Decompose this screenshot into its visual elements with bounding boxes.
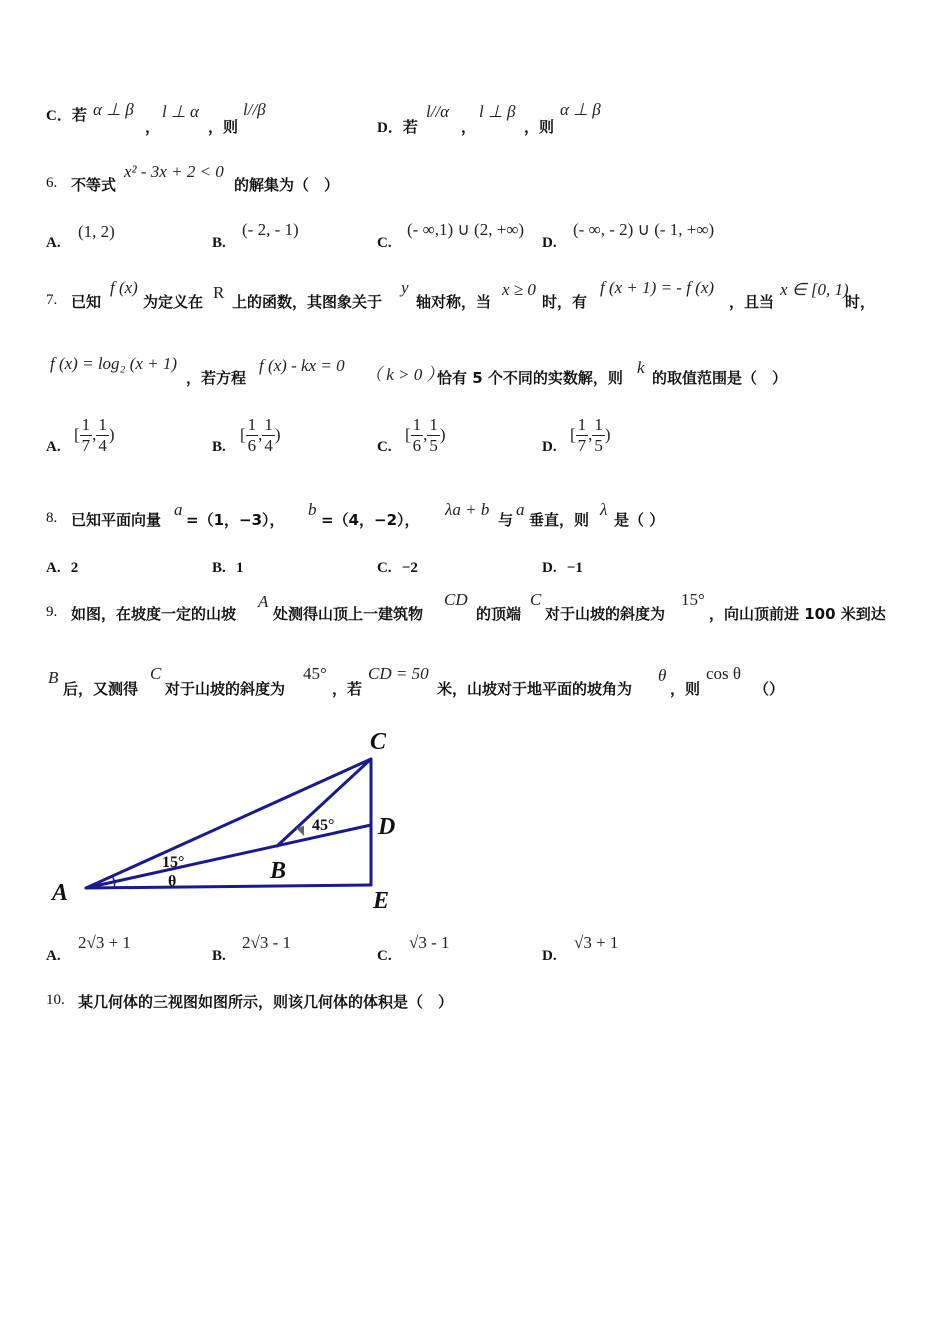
q8-number: 8. bbox=[46, 510, 58, 526]
angle-15-label: 15° bbox=[162, 854, 185, 871]
q8-option-a: A. 2 bbox=[46, 560, 79, 576]
q8-option-b: B. 1 bbox=[212, 560, 244, 576]
q9-option-d: D. bbox=[542, 948, 557, 964]
q8-option-d: D. −1 bbox=[542, 560, 583, 576]
q7-option-d: D.[ $\frac{1}{7}$ , $\frac{1}{5}$ ) bbox=[542, 415, 611, 455]
q7-option-c: C.[ $\frac{1}{6}$ , $\frac{1}{5}$ ) bbox=[377, 415, 446, 455]
q5-c-expr1: α ⊥ β bbox=[93, 100, 134, 119]
q5-option-c: C．若 bbox=[46, 106, 87, 124]
label-e: E bbox=[373, 888, 390, 914]
q5-d-expr2: l ⊥ β bbox=[479, 102, 516, 121]
q7-number: 7. bbox=[46, 292, 58, 308]
q5-c-expr2: l ⊥ α bbox=[162, 102, 199, 121]
q6-option-b: B. bbox=[212, 235, 226, 251]
q5-c-expr3: l//β bbox=[243, 100, 266, 119]
q5-d-expr3: α ⊥ β bbox=[560, 100, 601, 119]
label-d: D bbox=[378, 814, 396, 840]
q5-option-d: D．若 bbox=[377, 118, 418, 136]
q10-number: 10. bbox=[46, 992, 65, 1008]
option-label: C． bbox=[46, 108, 72, 124]
q6-option-c: C. bbox=[377, 235, 392, 251]
q5-d-expr1: l//α bbox=[426, 102, 450, 121]
q6-number: 6. bbox=[46, 175, 58, 191]
label-b: B bbox=[270, 858, 287, 884]
q10-text: 某几何体的三视图如图所示，则该几何体的体积是（ ） bbox=[78, 993, 454, 1011]
q6-option-d: D. bbox=[542, 235, 557, 251]
q9-option-a: A. bbox=[46, 948, 61, 964]
q9-option-b: B. bbox=[212, 948, 226, 964]
theta-label: θ bbox=[168, 873, 177, 890]
q9-option-c: C. bbox=[377, 948, 392, 964]
q6-option-a: A. bbox=[46, 235, 61, 251]
label-a: A bbox=[52, 880, 69, 906]
angle-45-label: 45° bbox=[312, 817, 335, 834]
q9-figure bbox=[40, 718, 420, 918]
label-c: C bbox=[370, 729, 387, 755]
line-a-d bbox=[86, 825, 371, 888]
line-a-e bbox=[86, 885, 371, 888]
q8-option-c: C. −2 bbox=[377, 560, 418, 576]
q6-inequality: x² - 3x + 2 < 0 bbox=[124, 162, 224, 181]
q9-number: 9. bbox=[46, 604, 58, 620]
q7-option-a: A.[ $\frac{1}{7}$ , $\frac{1}{4}$ ) bbox=[46, 415, 115, 455]
q7-option-b: B.[ $\frac{1}{6}$ , $\frac{1}{4}$ ) bbox=[212, 415, 281, 455]
